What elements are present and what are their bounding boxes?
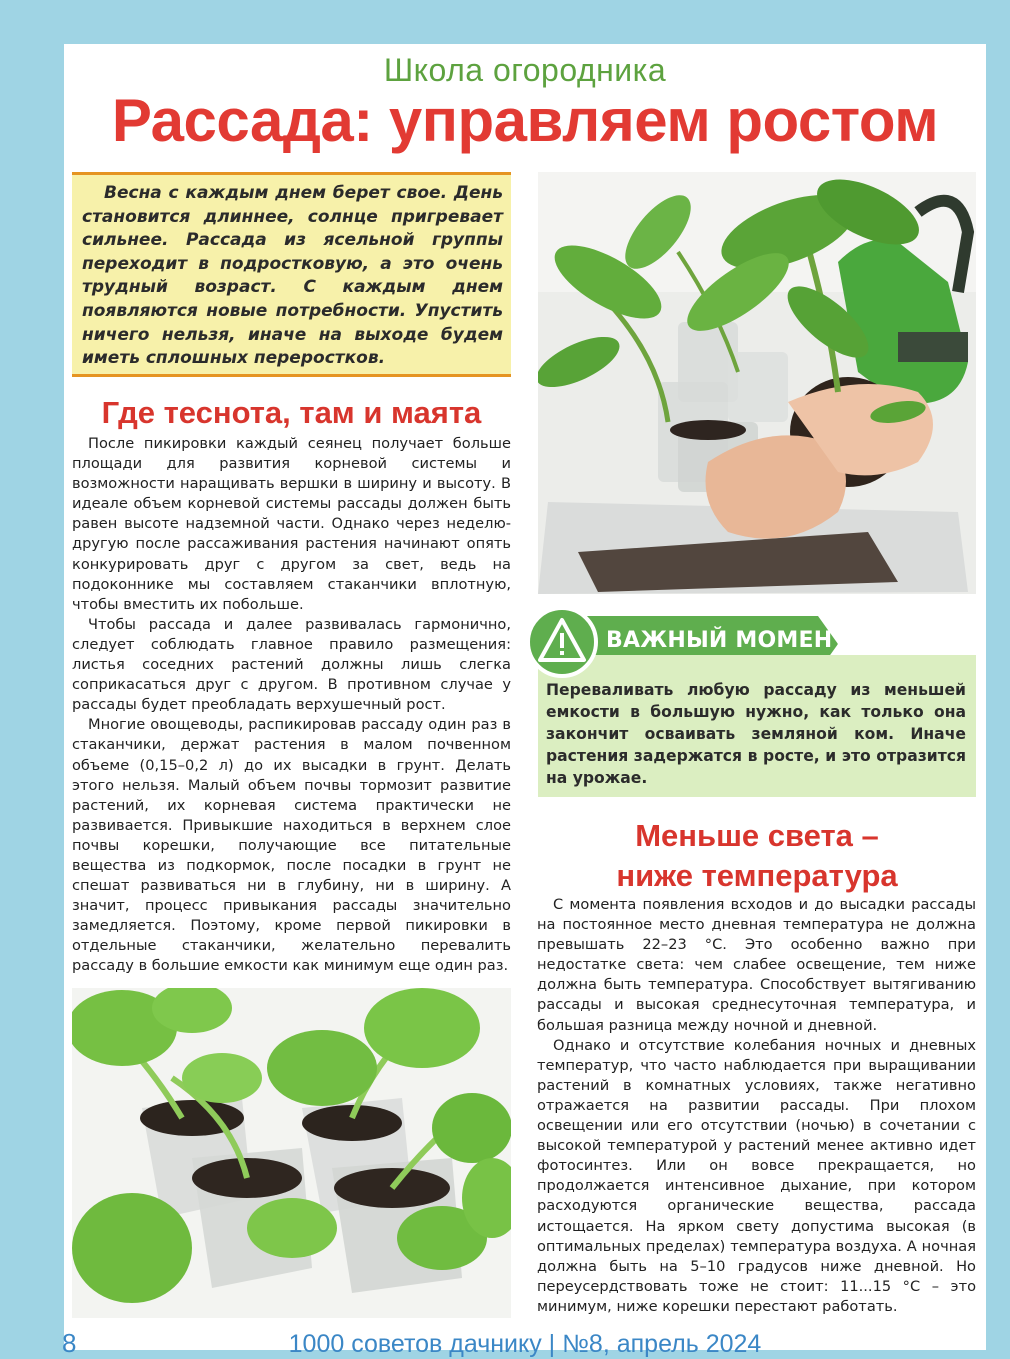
page-number: 8 xyxy=(62,1328,77,1358)
section2-title xyxy=(538,816,976,896)
section1-paragraph: Чтобы рассада и далее развивалась гармонично, следует соблюдать главное правило размещения: листья соседних растений должны лишь слегка соприкасаться друг с другом. В противном случае у рассады будет преобладать верхушечный рост. xyxy=(72,615,511,714)
article-title: Рассада: управляем ростом xyxy=(111,87,939,154)
lead-box xyxy=(72,172,511,377)
warning-icon xyxy=(526,606,598,678)
section1-paragraph: После пикировки каждый сеянец получает больше площади для развития корневой системы и возможности наращивать вершки в ширину и высоту. В идеале объем корневой системы рассады должен быть равен высоте надземной части. Однако через неделю-другую после рассаживания растения начинают опять конкурировать друг с другом за свет, ведь на подоконнике мы составляем стаканчики вплотную, чтобы вместить их побольше. xyxy=(72,435,511,613)
section1-paragraph: Многие овощеводы, распикировав рассаду один раз в стаканчики, держат растения в малом почвенном объеме (0,15–0,2 л) до их высадки в грунт. Делать этого нельзя. Малый объем почвы тормозит развитие растений, их корневая система практически не развивается. Привыкшие находиться в верхнем слое почвы корешки, получающие все питательные вещества из подкормок, после посадки в грунт не спешат развиваться ни в глубину, ни в ширину. А значит, процесс привыкания рассады значительно замедляется. Поэтому, кроме первой пикировки в отдельные стаканчики, желательно перевалить рассаду в большие емкости как минимум еще один раз. xyxy=(72,716,511,975)
section2-title-line: Меньше света – xyxy=(635,818,879,853)
section1-body xyxy=(72,434,511,977)
section2-title-line: ниже температура xyxy=(616,858,898,893)
section2-paragraph: Однако и отсутствие колебания ночных и дневных температур, что часто наблюдается при выращивании растений в комнатных условиях, также негативно отражается на развитии рассады. При плохом освещении или его отсутствии (ночью) в сочетании с высокой температурой у растений менее активно идет фотосинтез. Или он вовсе прекращается, но продолжается интенсивное дыхание, при котором расходуются органические вещества, рассада истощается. На ярком свету допустима высокая (в оптимальных пределах) температура воздуха. А ночная должна быть на 5–10 градусов ниже дневной. Но переусердствовать тоже не стоит: 11...15 °С – это минимум, ниже корешки перестают работать. xyxy=(537,1036,976,1315)
cucumber-seedlings-photo xyxy=(72,988,511,1318)
section-kicker: Школа огородника xyxy=(383,52,667,88)
section2-paragraph: С момента появления всходов и до высадки рассады на постоянное место дневная температура не должна превышать 22–23 °С. Это особенно важно при недостатке света: чем слабее освещение, тем ниже должна быть температура. Способствует вытягиванию рассады и высокая среднесуточная температура, и большая разница между ночной и дневной. xyxy=(537,896,976,1034)
callout-box xyxy=(538,655,976,797)
lead-text: Весна с каждым днем берет свое. День становится длиннее, солнце пригревает сильнее. Рассада из ясельной группы переходит в подростковую, а это очень трудный возраст. С каждым днем появляются новые потребности. Упустить ничего нельзя, иначе на выходе будем иметь сплошных переростков. xyxy=(82,183,503,369)
callout-text: Переваливать любую рассаду из меньшей емкости в большую нужно, как только она закончит осваивать земляной ком. Иначе растения задержатся в росте, и это отразится на урожае. xyxy=(546,681,966,787)
section2-body xyxy=(537,895,976,1317)
pepper-seedlings-photo xyxy=(538,172,976,594)
footer-issue: 1000 советов дачнику | №8, апрель 2024 xyxy=(288,1330,762,1358)
callout-label: ВАЖНЫЙ МОМЕНТ xyxy=(606,628,848,653)
page-edge-stripe xyxy=(986,44,1010,1350)
section1-title: Где теснота, там и маята xyxy=(101,395,482,430)
